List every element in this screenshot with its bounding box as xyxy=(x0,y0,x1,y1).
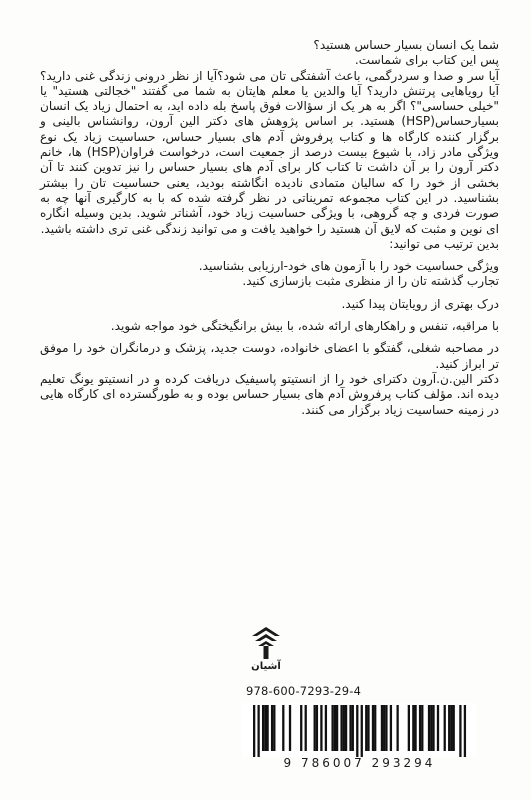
barcode-bar xyxy=(289,705,291,751)
description-paragraph: آیا سر و صدا و سردرگمی، باعث آشفتگی تان می شود؟آیا از نظر درونی زندگی غنی دارید؟ آیا رویاهایی پرتنش دارید؟ آیا والدین یا معلم هایتان به شما می گفتند "خجالتی هستید" یا "خیلی حساسی"؟ اگر به هر یک از سؤالات فوق پاسخ بله داده اید، به احتمال زیاد یک انسان بسیارحساس(HSP) هستید. بر اساس پژوهش های دکتر الین آرون، روانشناس بالینی و برگزار کننده کارگاه ها و کتاب پرفروش آدم های بسیار حساس، حساسیت زیاد یک نوع ویژگی مادر زاد، با شیوع بیست درصد از جمعیت است، درخواست فراوان(HSP) ها، خانم دکتر آرون را بر آن داشت تا کتاب کار برای آدم های بسیار حساس را نیز تدوین کنند تا آن بخشی از خود را که سالیان متمادی نادیده انگاشته بودید، یعنی حساسیت تان را بیشتر بشناسید. در این کتاب مجموعه تمریناتی در نظر گرفته شده که با به کارگیری آنها چه به صورت فردی و چه گروهی، با ویژگی حساسیت زیاد خود، آشناتر شوید. بدین وسیله انگاره ای نوین و مثبت که لایق آن هستید را خواهید یافت و می توانید زندگی غنی تری داشته باشید. xyxy=(40,68,499,236)
barcode-bar xyxy=(316,705,318,751)
barcode-bar xyxy=(421,705,423,751)
barcode-bar xyxy=(450,705,452,751)
barcode-bar xyxy=(396,705,398,751)
ashian-logo-icon xyxy=(251,626,281,660)
barcode-bar xyxy=(273,705,275,751)
barcode-bar xyxy=(383,705,385,751)
barcode-bar xyxy=(257,705,259,757)
barcode-bar xyxy=(314,705,316,751)
barcode-bar xyxy=(428,705,430,751)
barcode-bar xyxy=(385,705,387,751)
barcode-bar xyxy=(325,705,327,751)
barcode-bar xyxy=(361,705,363,757)
barcode-bar xyxy=(262,705,264,751)
intro-statement: پس این کتاب برای شماست. xyxy=(354,53,499,68)
barcode-bar xyxy=(300,705,302,751)
barcode-bar xyxy=(372,705,374,751)
barcode-bar xyxy=(282,705,284,751)
publisher-logo xyxy=(246,626,286,676)
intro-question: شما یک انسان بسیار حساس هستید؟ xyxy=(313,38,499,52)
barcode-bar xyxy=(430,705,432,751)
barcode-bar xyxy=(432,705,434,751)
barcode-digits: 9 786007 293294 xyxy=(283,756,436,770)
barcode-bar xyxy=(334,705,336,751)
barcode-bar xyxy=(390,705,392,751)
list-intro: بدین ترتیب می توانید: xyxy=(389,236,499,251)
barcode-bar xyxy=(381,705,383,751)
benefit-item: در مصاحبه شغلی، گفتگو با اعضای خانواده، دوست جدید، پزشک و درمانگران خود را موفق تر ابراز کنید. xyxy=(40,341,499,371)
benefit-item: ویژگی حساسیت خود را با آزمون های خود-ارزیابی بشناسید. xyxy=(198,259,499,274)
barcode-bar xyxy=(464,705,466,757)
barcode-bar xyxy=(437,705,439,751)
benefit-item: با مراقبه، تنفس و راهکارهای ارائه شده، با بیش برانگیختگی خود مواجه شوید. xyxy=(110,319,499,334)
barcode-bar xyxy=(408,705,410,751)
barcode-bar xyxy=(266,705,268,751)
barcode-bar xyxy=(352,705,354,751)
author-bio: دکتر الین.ن.آرون دکترای خود را از انستیتو پاسیفیک دریافت کرده و در انستیتو یونگ تعلیم دیده اند. مؤلف کتاب پرفروش آدم های بسیار حساس بوده و به طورگسترده ای کارگاه هایی در زمینه حساسیت زیاد برگزار می کنند. xyxy=(40,371,499,417)
barcode-bar xyxy=(374,705,376,751)
barcode-bar xyxy=(345,705,347,751)
barcode-bar xyxy=(356,705,358,757)
barcode-bar xyxy=(253,705,255,757)
barcode xyxy=(242,703,477,757)
back-cover-text xyxy=(40,38,499,418)
benefit-item: درک بهتری از رویایتان پیدا کنید. xyxy=(341,296,499,311)
barcode-bar xyxy=(343,705,345,751)
isbn-number: 978-600-7293-29-4 xyxy=(246,684,362,698)
barcode-bar xyxy=(340,705,342,751)
barcode-bar xyxy=(453,705,455,751)
barcode-bar xyxy=(336,705,338,751)
barcode-bar xyxy=(367,705,369,751)
barcode-bar xyxy=(365,705,367,751)
benefit-item: تجارب گذشته تان را از منظری مثبت بازسازی کنید. xyxy=(242,274,499,289)
barcode-bar xyxy=(459,705,461,757)
publisher-name: آشیان xyxy=(251,661,281,672)
barcode-bar xyxy=(320,705,322,751)
barcode-bar xyxy=(349,705,351,751)
barcode-bar xyxy=(419,705,421,751)
barcode-bar xyxy=(444,705,446,751)
barcode-bar xyxy=(305,705,307,751)
barcode-bar xyxy=(414,705,416,751)
barcode-bar xyxy=(331,705,333,751)
barcode-bar xyxy=(412,705,414,751)
barcode-bar xyxy=(448,705,450,751)
barcode-bar xyxy=(264,705,266,751)
barcode-bar xyxy=(271,705,273,751)
